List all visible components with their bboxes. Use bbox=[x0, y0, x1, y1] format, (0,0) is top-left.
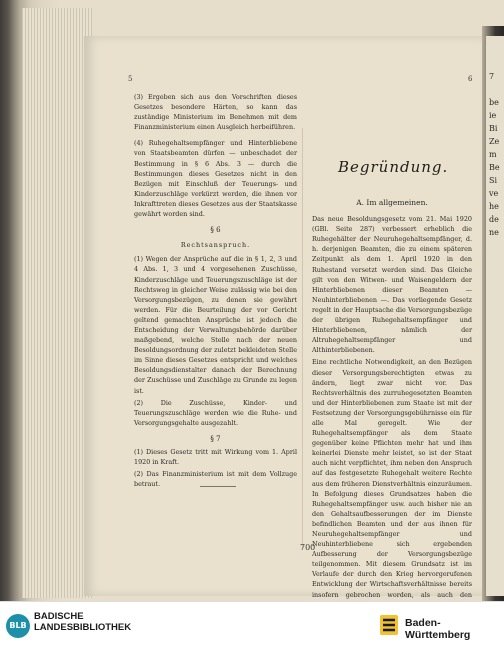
section-number: § 6 bbox=[210, 226, 221, 235]
next-page-text: 7 be ie Bi Ze m Be Si ve he de ne bbox=[489, 72, 500, 237]
column-divider bbox=[302, 128, 303, 548]
printed-page-number: 700 bbox=[300, 543, 316, 552]
blb-logo-icon[interactable]: BLB bbox=[6, 614, 30, 638]
paragraph: (1) Wegen der Ansprüche auf die in § 1, 2, 3 und 4 Abs. 1, 3 und 4 vorgesehenen Zuschüsse, Kinderzuschläge und Teuerungszuschläge ist der Rechtsweg in gleicher Weise zulässig wie bei den Versorgungsbezügen, zu denen sie gewährt werden. Für die Beurteilung der vor Gericht geltend gemachten Ansprüche ist jedoch die Entscheidung der Verwaltungsbehörde darüber maßgebend, welche Stelle nach der neuen Besoldungsordnung der zuletzt bekleideten Stelle im Sinne dieses Gesetzes entspricht und welches Besoldungsdienstalter danach der Berechnung der Zuschüsse und Zuschläge zu Grunde zu legen ist. bbox=[134, 255, 297, 395]
paragraph: (4) Ruhegehaltsempfänger und Hinterbliebene von Staatsbeamten dürfen — unbeschadet der Bestimmung in § 6 Abs. 3 — durch die Bestimmungen dieses Gesetzes nicht in den Bezügen mit Einschluß der Teuerungs- und Kinderzuschläge verkürzt werden, die ihnen vor Inkrafttreten dieses Gesetzes aus der Staatskasse gewährt worden sind. bbox=[134, 139, 297, 219]
paragraph: (2) Das Finanzministerium ist mit dem Vollzuge betraut. bbox=[134, 470, 297, 489]
book-page-edges bbox=[22, 8, 92, 598]
document-heading: Begründung. bbox=[338, 158, 449, 176]
left-column bbox=[134, 92, 297, 491]
library-name[interactable]: BADISCHE LANDESBIBLIOTHEK bbox=[34, 611, 132, 633]
coat-of-arms-icon bbox=[378, 614, 400, 636]
viewer-footer bbox=[0, 601, 504, 646]
right-column bbox=[312, 198, 472, 601]
next-page-sliver bbox=[486, 36, 504, 596]
section-title: Rechtsanspruch. bbox=[180, 241, 251, 250]
paragraph: (3) Ergeben sich aus den Vorschriften dieses Gesetzes besondere Härten, so kann das zuständige Ministerium im Benehmen mit dem Finanzministerium einen Ausgleich herbeiführen. bbox=[134, 93, 297, 132]
section-number: § 7 bbox=[210, 434, 221, 443]
paragraph: Das neue Besoldungsgesetz vom 21. Mai 1920 (GBl. Seite 287) verbessert erheblich die Ruhegehälter der Neuruhegehaltsempfänger, d. h. derjenigen Beamten, die zu einem späteren Zeitpunkt als dem 1. April 1920 in den Ruhestand versetzt werden sind. Das Gleiche gilt von den Witwen- und Waisengeldern der Hinterbliebenen dieser Beamten — Neuhinterbliebenen —. Das vorliegende Gesetz regelt in der Hauptsache die Versorgungsbezüge der übrigen Ruhegehaltsempfänger und Hinterbliebenen, nämlich der Altruhegehaltsempfänger und Althinterbliebenen. bbox=[312, 215, 472, 355]
paragraph: (1) Dieses Gesetz tritt mit Wirkung vom 1. April 1920 in Kraft. bbox=[134, 448, 297, 467]
end-rule bbox=[200, 486, 236, 487]
section-title: A. Im allgemeinen. bbox=[356, 198, 428, 207]
paragraph: (2) Die Zuschüsse, Kinder- und Teuerungszuschläge werden wie die Ruhe- und Versorgungsgehalte ausgezahlt. bbox=[134, 398, 297, 427]
state-name[interactable]: Baden-Württemberg bbox=[405, 617, 471, 641]
paragraph: Eine rechtliche Notwendigkeit, an den Bezügen dieser Versorgungsberechtigten etwas zu ändern, liegt zwar nicht vor. Das Rechtsverhältnis des zurruhegesetzten Beamten und der Hinterbliebenen zum Staate ist mit der Festsetzung der Versorgungsgebührnisse ein für alle Mal geregelt. Wie der Ruhegehaltsempfänger als dem Staate gegenüber keine Pflichten mehr hat und ihm keinerlei Dienste mehr leistet, so ist der Staat auch nicht verpflichtet, ihm neben den Anspruch auf das festgesetzte Ruhegehalt weitere Rechte aus dem früheren Dienstverhältnis einzuräumen. In Befolgung dieses Grundsatzes haben die Ruhegehaltsempfänger usw. auch bisher nie an den Gehaltsaufbesserungen der im Dienste befindlichen Beamten und der aus ihnen für Neuruhegehaltsempfänger und Neuhinterbliebene sich ergebenden Aufbesserung der Versorgungsbezüge teilgenommen. Mit diesem Grundsatz ist im Verlaufe der durch den Krieg hervorgerufenen Entwicklung der Wirtschaftsverhältnisse bereits insofern gebrochen worden, als auch den bbox=[312, 358, 472, 599]
page-number-left: 5 bbox=[128, 75, 133, 83]
page-number-right: 6 bbox=[468, 75, 473, 83]
